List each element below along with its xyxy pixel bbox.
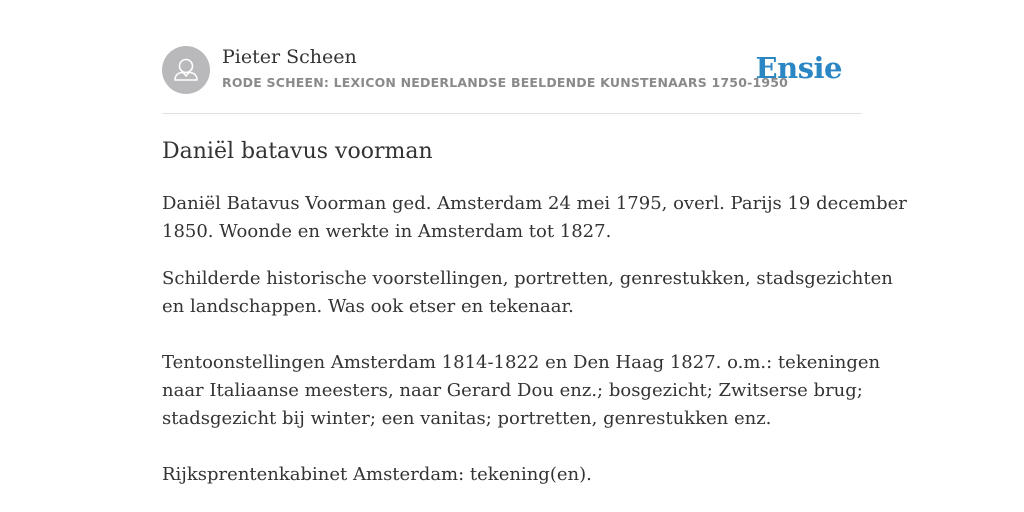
paragraph	[162, 265, 893, 321]
paragraph-line: naar Italiaanse meesters, naar Gerard Dou enz.; bosgezicht; Zwitserse brug;	[162, 380, 863, 401]
paragraph-line: en landschappen. Was ook etser en tekenaar.	[162, 296, 574, 317]
article-header	[162, 46, 862, 96]
paragraph	[162, 349, 881, 433]
paragraph-line: Tentoonstellingen Amsterdam 1814-1822 en Den Haag 1827. o.m.: tekeningen	[162, 352, 881, 373]
paragraph	[162, 190, 907, 246]
paragraph-line: stadsgezicht bij winter; een vanitas; portretten, genrestukken enz.	[162, 408, 772, 429]
article-title: Daniël batavus voorman	[162, 139, 433, 164]
article-body	[162, 190, 907, 489]
paragraph-line: 1850. Woonde en werkte in Amsterdam tot 1827.	[162, 221, 612, 242]
source-title[interactable]: RODE SCHEEN: LEXICON NEDERLANDSE BEELDENDE KUNSTENAARS 1750-1950	[222, 75, 789, 90]
brand-logo[interactable]: Ensie	[755, 51, 842, 85]
paragraph-line: Schilderde historische voorstellingen, portretten, genrestukken, stadsgezichten	[162, 268, 893, 289]
paragraph-line: Daniël Batavus Voorman ged. Amsterdam 24 mei 1795, overl. Parijs 19 december	[162, 193, 907, 214]
user-icon	[162, 46, 210, 94]
paragraph-line: Rijksprentenkabinet Amsterdam: tekening(en).	[162, 464, 592, 485]
author-name[interactable]: Pieter Scheen	[222, 46, 357, 68]
paragraph	[162, 461, 862, 489]
header-divider	[162, 113, 862, 114]
avatar[interactable]	[162, 46, 210, 94]
